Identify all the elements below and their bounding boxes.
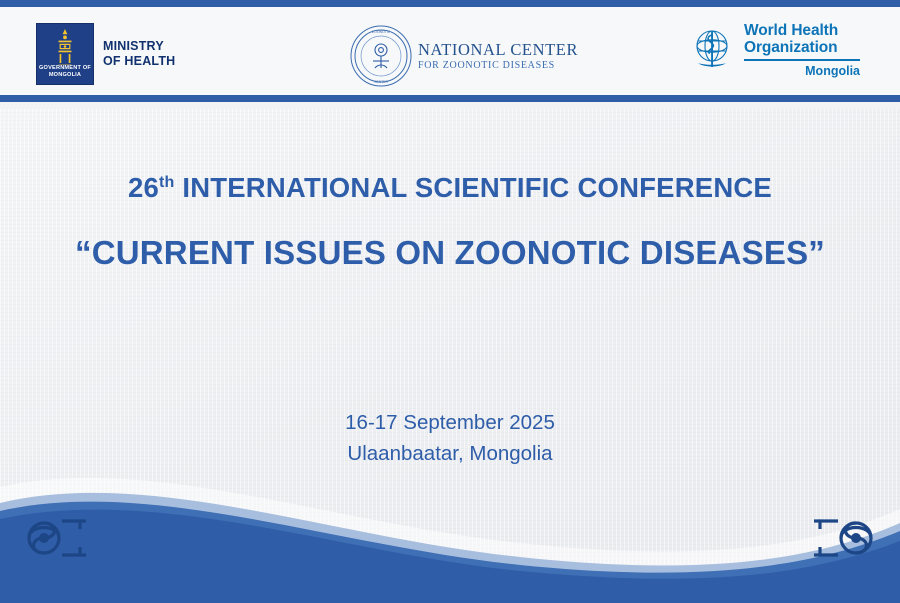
national-center-name-line2: FOR ZOONOTIC DISEASES <box>418 59 555 71</box>
ministry-of-health-logo <box>36 23 175 85</box>
who-label <box>744 23 860 78</box>
svg-text:CENTER: CENTER <box>374 80 388 84</box>
mongolia-soyombo-emblem-icon <box>36 23 94 85</box>
ministry-name-line2: OF HEALTH <box>103 54 176 68</box>
ministry-name-line1: MINISTRY <box>103 39 164 53</box>
event-details <box>0 407 900 469</box>
conference-title-text: INTERNATIONAL SCIENTIFIC CONFERENCE <box>174 172 772 203</box>
who-country-label: Mongolia <box>805 64 860 78</box>
logo-header-band <box>0 7 900 102</box>
mongolian-knot-ornament-icon <box>18 507 92 569</box>
national-center-logo <box>350 25 578 87</box>
emblem-caption-line1: GOVERNMENT OF <box>38 65 91 71</box>
emblem-caption-line2: MONGOLIA <box>48 72 82 78</box>
conference-ordinal-suffix: th <box>159 173 175 191</box>
who-logo <box>688 23 860 78</box>
national-center-zoonotic-diseases-seal-icon <box>350 25 412 87</box>
who-underline-divider <box>744 59 860 61</box>
conference-ordinal-number: 26 <box>128 172 160 203</box>
event-date: 16-17 September 2025 <box>345 411 555 434</box>
conference-theme-title: “CURRENT ISSUES ON ZOONOTIC DISEASES” <box>75 234 825 271</box>
ministry-of-health-label <box>103 23 175 69</box>
mongolian-knot-ornament-icon <box>808 507 882 569</box>
conference-number-title <box>0 171 900 205</box>
who-rod-of-asclepius-globe-icon <box>688 25 736 73</box>
who-name-line1: World Health <box>744 22 839 39</box>
slide-body <box>0 109 900 597</box>
svg-text:ZOONOTIC: ZOONOTIC <box>371 30 391 34</box>
national-center-name-line1: NATIONAL CENTER <box>418 39 579 59</box>
bottom-accent-bar <box>0 597 900 603</box>
national-center-label <box>418 41 578 72</box>
who-name-line2: Organization <box>744 38 838 56</box>
top-accent-bar <box>0 0 900 7</box>
emblem-caption <box>37 65 93 79</box>
title-block <box>0 171 900 277</box>
event-location: Ulaanbaatar, Mongolia <box>347 442 553 465</box>
